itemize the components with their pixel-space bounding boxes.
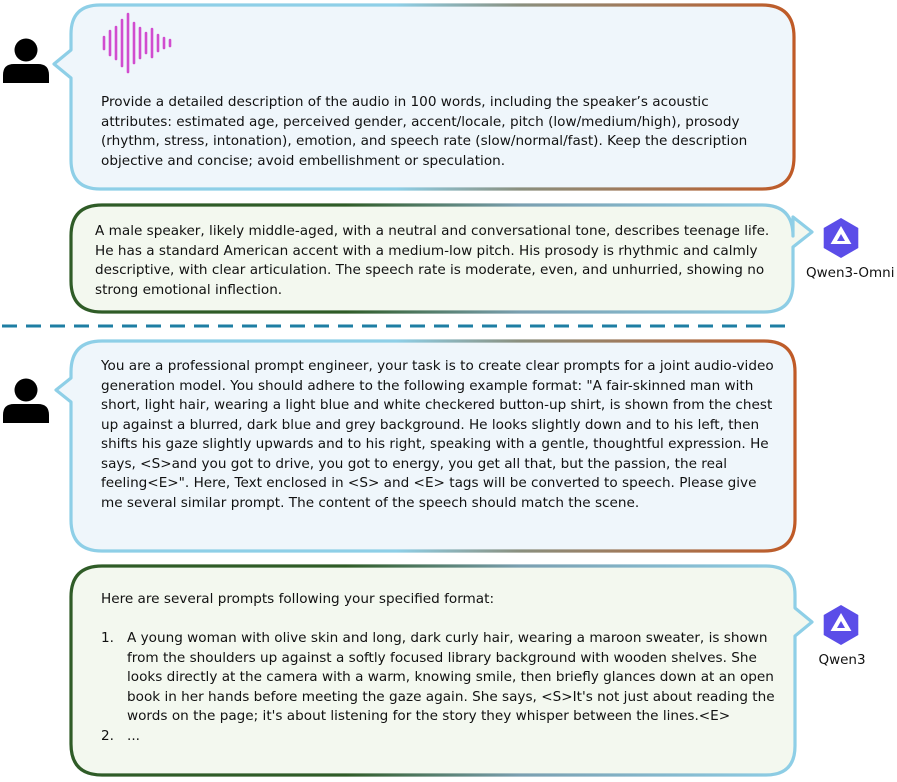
- list-item: [101, 629, 781, 727]
- model-name-label: Qwen3: [818, 652, 866, 668]
- qwen-logo-icon: [824, 605, 859, 645]
- model-response-2: [101, 590, 781, 746]
- list-item-number: 2.: [101, 727, 114, 744]
- user-silhouette-icon: [3, 39, 49, 84]
- user-prompt-1: Provide a detailed description of the audio in 100 words, including the speaker’s acoustic attributes: estimated age, perceived gender, accent/locale, pitch (low/medium/high), prosody (rhythm, stress, intonation), emotion, and speech rate (slow/normal/fast). Keep the description objective and concise; avoid embellishment or speculation.: [101, 94, 748, 169]
- model-response-intro: Here are several prompts following your specified format:: [101, 591, 495, 607]
- user-silhouette-icon: [3, 379, 49, 424]
- model-name-label: Qwen3-Omni: [806, 265, 895, 281]
- model-response-1: A male speaker, likely middle-aged, with a neutral and conversational tone, describes teenage life. He has a standard American accent with a medium-low pitch. His prosody is rhythmic and calmly descriptive, with clear articulation. The speech rate is moderate, even, and unhurried, showing no strong emotional inflection.: [95, 223, 770, 298]
- list-item: [101, 727, 781, 747]
- list-item-text: ...: [127, 727, 140, 744]
- prompt-list: [101, 629, 781, 746]
- user-prompt-2: You are a professional prompt engineer, your task is to create clear prompts for a joint audio-video generation model. You should adhere to the following example format: "A fair-skinned man with short, light hair, wearing a light blue and white checkered button-up shirt, is shown from the chest up against a blurred, dark blue and grey background. He looks slightly down and to his left, then shifts his gaze slightly upwards and to his right, speaking with a gentle, thoughtful expression. He says, <S>and you got to drive, you got to energy, you get all that, but the passion, the real feeling<E>". Here, Text enclosed in <S> and <E> tags will be converted to speech. Please give me several similar prompt. The content of the speech should match the scene.: [101, 358, 774, 511]
- qwen-logo-icon: [824, 218, 859, 258]
- list-item-text: A young woman with olive skin and long, dark curly hair, wearing a maroon sweater, is shown from the shoulders up against a softly focused library background with wooden shelves. She looks directly at the camera with a warm, knowing smile, then briefly glances down at an open book in her hands before meeting the gaze again. She says, <S>It's not just about reading the words on the page; it's about listening for the story they whisper between the lines.<E>: [127, 630, 775, 724]
- list-item-number: 1.: [101, 630, 114, 646]
